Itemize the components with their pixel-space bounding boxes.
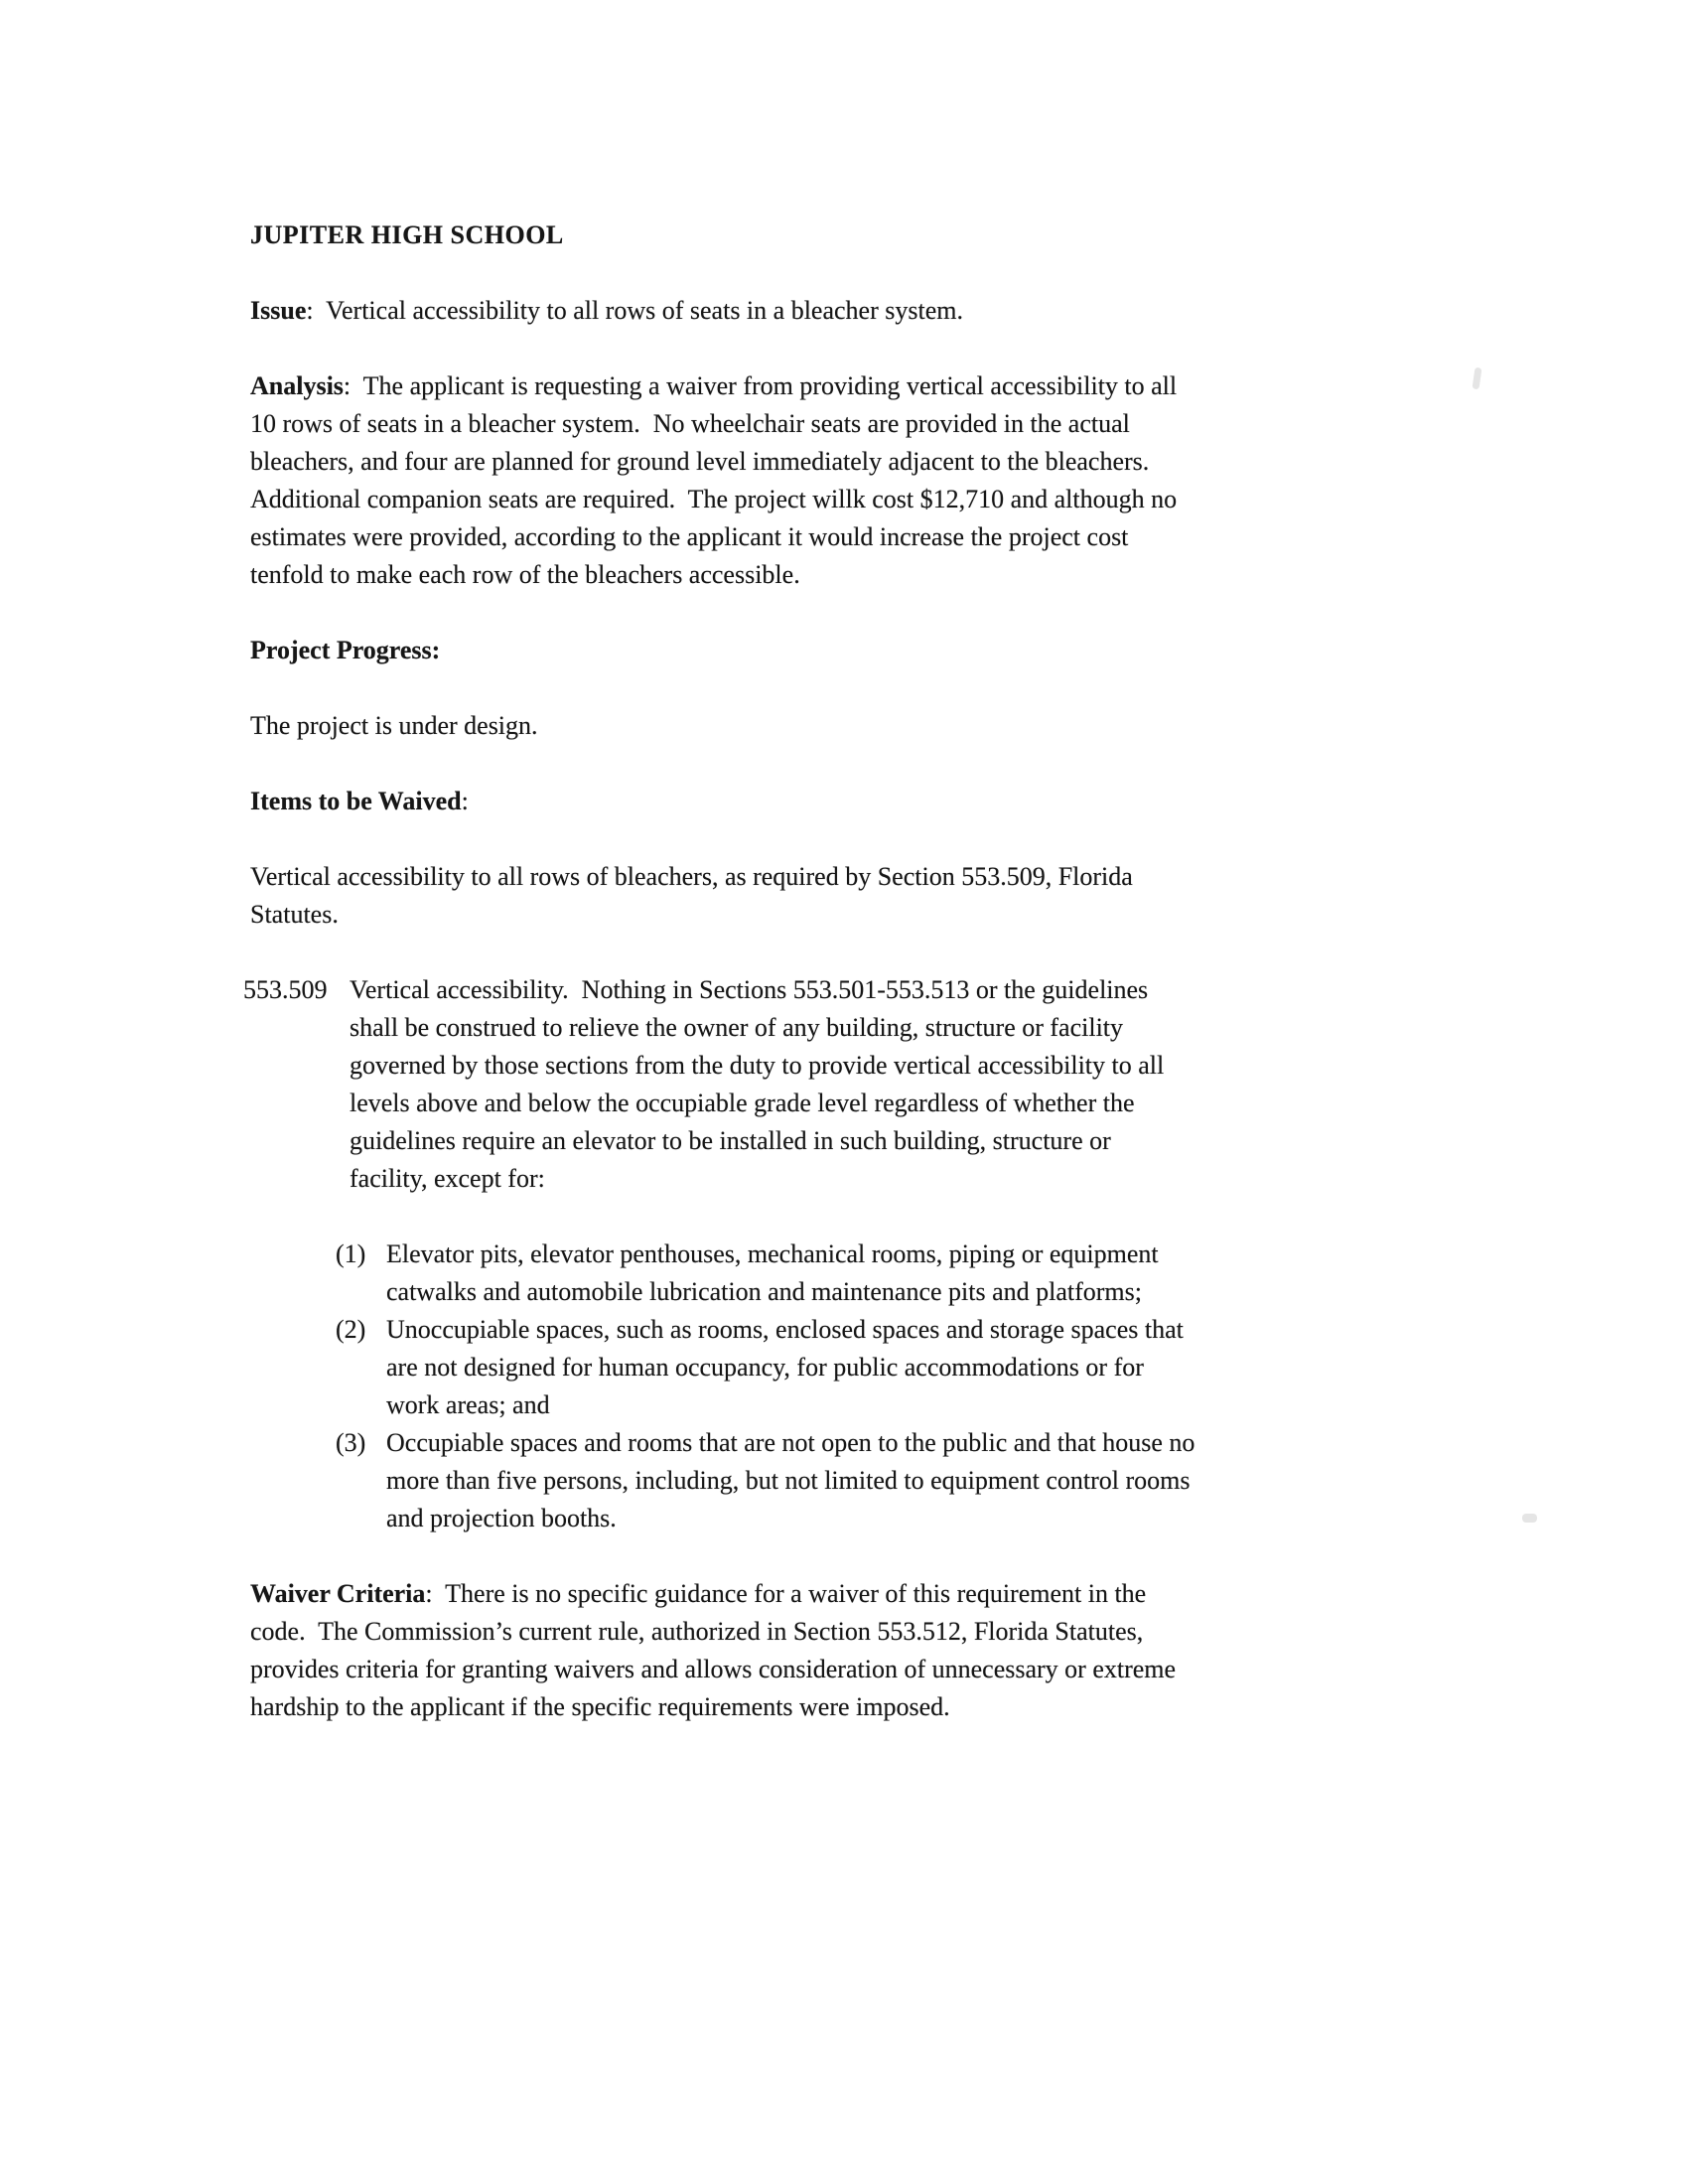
document-content [0,217,1688,1764]
text-line: are not designed for human occupancy, for public accommodations or for [386,1353,1144,1382]
text-line: work areas; and [386,1390,550,1419]
text-line: code. The Commission’s current rule, authorized in Section 553.512, Florida Statutes, [250,1617,1144,1646]
items-heading-label: Items to be Waived [250,787,462,815]
exception-item-1 [336,1236,1688,1311]
text-line: Statutes. [250,900,339,929]
exception-item-2 [336,1311,1688,1424]
exception-lines [386,1236,1159,1311]
issue-text: : Vertical accessibility to all rows of seats in a bleacher system. [306,296,963,325]
statute-lines [350,971,1164,1198]
items-heading-colon: : [461,787,469,815]
text-line: tenfold to make each row of the bleachers accessible. [250,560,800,589]
statute-exceptions-list [336,1236,1688,1537]
exception-item-3 [336,1424,1688,1537]
project-progress-body [250,707,1688,745]
text-line: Vertical accessibility to all rows of bleachers, as required by Section 553.509, Florida [250,862,1133,891]
text-line: guidelines require an elevator to be installed in such building, structure or [350,1126,1111,1155]
text-line: Vertical accessibility. Nothing in Sections 553.501-553.513 or the guidelines [350,975,1149,1004]
text-line: bleachers, and four are planned for ground level immediately adjacent to the bleachers. [250,447,1150,476]
waiver-criteria-lines [250,1613,1688,1726]
text-line: catwalks and automobile lubrication and maintenance pits and platforms; [386,1277,1142,1306]
text-line: hardship to the applicant if the specific requirements were imposed. [250,1692,950,1721]
project-progress-heading [250,632,1688,669]
document-header [250,217,1688,254]
analysis-label: Analysis [250,371,344,400]
items-to-be-waived-body [250,858,1688,934]
section-waiver-criteria [250,1575,1688,1726]
document-title: JUPITER HIGH SCHOOL [250,220,564,249]
statute-number: 553.509 [243,975,328,1004]
items-body-lines [250,858,1688,934]
text-line: more than five persons, including, but not limited to equipment control rooms [386,1466,1191,1495]
items-heading-line [250,783,1688,820]
text-line: 10 rows of seats in a bleacher system. No wheelchair seats are provided in the actual [250,409,1130,438]
text-line: and projection booths. [386,1504,617,1532]
text-line: Elevator pits, elevator penthouses, mechanical rooms, piping or equipment [386,1239,1159,1268]
text-line: shall be construed to relieve the owner of any building, structure or facility [350,1013,1124,1042]
exception-lines [386,1311,1184,1424]
text-line: facility, except for: [350,1164,545,1193]
exception-number: (1) [336,1239,366,1268]
project-progress-body-text: The project is under design. [250,711,538,740]
waiver-criteria-first-line [250,1575,1688,1613]
text-line: levels above and below the occupiable grade level regardless of whether the [350,1089,1135,1117]
exception-number: (3) [336,1428,366,1457]
analysis-lines [250,405,1688,594]
section-analysis [250,367,1688,594]
text-line: estimates were provided, according to the applicant it would increase the project cost [250,522,1129,551]
analysis-first-line-text: : The applicant is requesting a waiver from providing vertical accessibility to all [343,371,1178,400]
waiver-criteria-first-line-text: : There is no specific guidance for a waiver of this requirement in the [425,1579,1147,1608]
section-statute [243,971,1688,1198]
section-issue [250,292,1688,330]
issue-label: Issue [250,296,307,325]
exception-lines [386,1424,1195,1537]
text-line: provides criteria for granting waivers and allows consideration of unnecessary or extreme [250,1655,1177,1683]
text-line: Occupiable spaces and rooms that are not open to the public and that house no [386,1428,1196,1457]
waiver-criteria-label: Waiver Criteria [250,1579,426,1608]
items-to-be-waived-heading [250,783,1688,820]
text-line: Additional companion seats are required. The project willk cost $12,710 and although no [250,485,1178,513]
issue-line [250,292,1688,330]
scan-artifact [1522,1514,1537,1523]
project-progress-heading-text: Project Progress: [250,636,441,664]
exception-number: (2) [336,1315,366,1344]
text-line: Unoccupiable spaces, such as rooms, enclosed spaces and storage spaces that [386,1315,1184,1344]
text-line: governed by those sections from the duty to provide vertical accessibility to all [350,1051,1165,1080]
